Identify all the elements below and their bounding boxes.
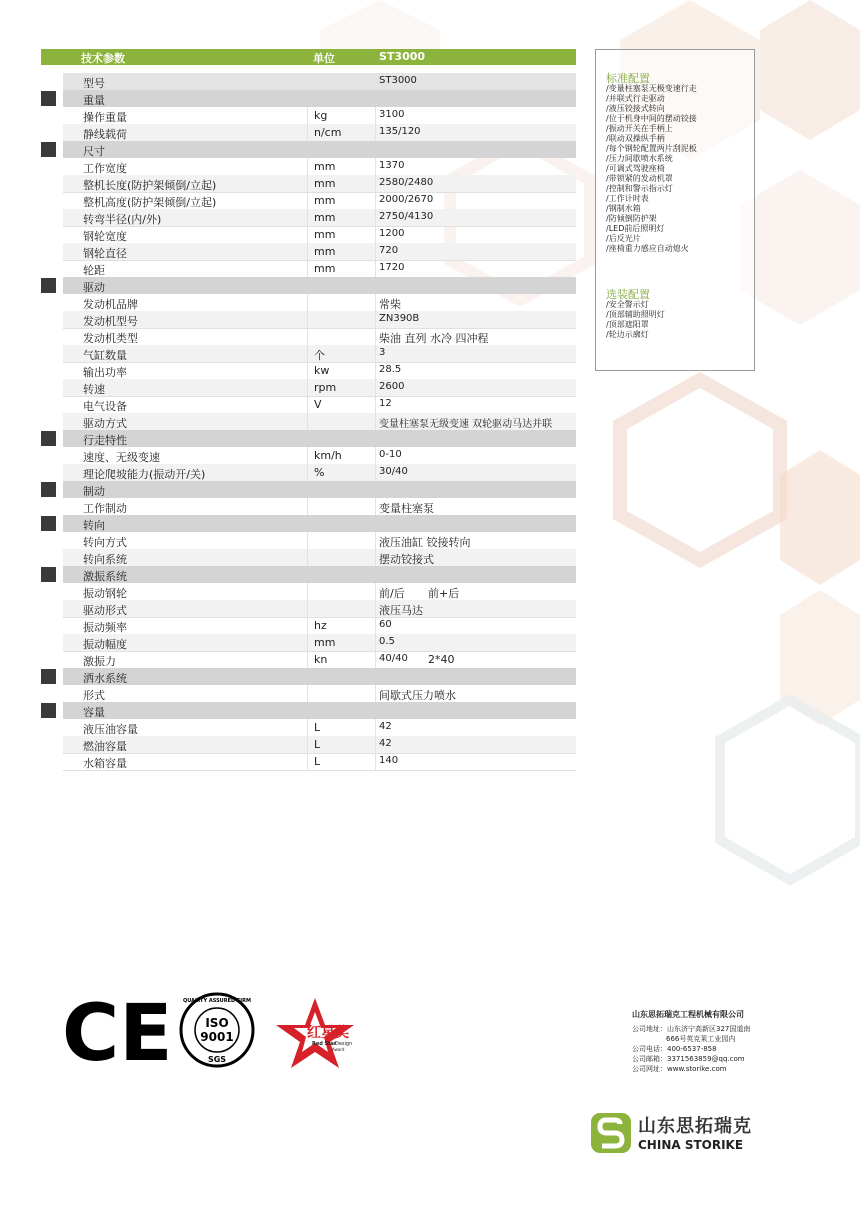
table-row bbox=[63, 583, 576, 601]
row-value: 2750/4130 bbox=[379, 211, 434, 222]
row-label: 发动机品牌 bbox=[83, 298, 138, 311]
row-label: 液压油容量 bbox=[83, 723, 138, 736]
company-address-1: 公司地址：山东济宁高新区327国道南 bbox=[632, 1025, 751, 1033]
row-value: ZN390B bbox=[379, 313, 420, 324]
dimension-icon bbox=[41, 142, 56, 157]
optional-title: 选装配置 bbox=[606, 288, 650, 301]
table-row bbox=[63, 294, 576, 312]
config-item: /带锁紧的发动机罩 bbox=[606, 174, 673, 183]
table-row bbox=[63, 243, 576, 261]
row-value: 30/40 bbox=[379, 466, 408, 477]
table-row bbox=[63, 158, 576, 176]
row-label: 整机长度(防护架倾倒/立起) bbox=[83, 179, 217, 192]
row-unit: mm bbox=[314, 160, 336, 173]
row-unit: kw bbox=[314, 364, 330, 377]
row-value: 间歇式压力喷水 bbox=[379, 689, 456, 702]
travel-icon bbox=[41, 431, 56, 446]
config-item: /安全警示灯 bbox=[606, 300, 649, 309]
section-title: 行走特性 bbox=[83, 434, 127, 447]
svg-text:ISO: ISO bbox=[205, 1016, 229, 1030]
row-unit: L bbox=[314, 738, 321, 751]
config-item: /防倾倒防护架 bbox=[606, 214, 657, 223]
row-label: 速度、无级变速 bbox=[83, 451, 160, 464]
row-label: 振动幅度 bbox=[83, 638, 127, 651]
row-label: 转向系统 bbox=[83, 553, 127, 566]
iso-9001-icon bbox=[181, 994, 253, 1066]
table-row bbox=[63, 464, 576, 482]
row-value: 12 bbox=[379, 398, 392, 409]
config-item: /工作计时表 bbox=[606, 194, 649, 203]
row-label: 理论爬坡能力(振动开/关) bbox=[83, 468, 206, 481]
config-item: /位于机身中间的摆动铰接 bbox=[606, 114, 697, 123]
model-value: ST3000 bbox=[379, 75, 417, 86]
gears-icon bbox=[41, 278, 56, 293]
config-item: /联动双操纵手柄 bbox=[606, 134, 665, 143]
row-value: 变量柱塞泵无级变速 双轮驱动马达并联 bbox=[379, 419, 553, 430]
table-row bbox=[63, 260, 576, 278]
vibration-icon bbox=[41, 567, 56, 582]
row-label: 转速 bbox=[83, 383, 105, 396]
section-title: 驱动 bbox=[83, 281, 105, 294]
row-label: 电气设备 bbox=[83, 400, 127, 413]
table-row bbox=[63, 634, 576, 652]
row-unit: mm bbox=[314, 245, 336, 258]
section-header bbox=[63, 481, 576, 498]
config-item: /可调式驾驶座椅 bbox=[606, 164, 665, 173]
row-value: 变量柱塞泵 bbox=[379, 502, 434, 515]
config-item: /振动开关在手柄上 bbox=[606, 124, 673, 133]
svg-text:QUALITY ASSURED FIRM: QUALITY ASSURED FIRM bbox=[182, 998, 252, 1004]
row-value: 前/后 bbox=[379, 587, 405, 600]
row-label: 振动频率 bbox=[83, 621, 127, 634]
row-unit: L bbox=[314, 755, 321, 768]
standard-list bbox=[606, 84, 697, 254]
row-unit: kg bbox=[314, 109, 328, 122]
section-header bbox=[63, 141, 576, 158]
row-label: 输出功率 bbox=[83, 366, 127, 379]
row-label: 操作重量 bbox=[83, 111, 127, 124]
table-row bbox=[63, 209, 576, 227]
row-value-2: 前+后 bbox=[428, 587, 460, 600]
row-value: 42 bbox=[379, 738, 392, 749]
company-phone: 公司电话：400-6537-858 bbox=[632, 1045, 717, 1053]
header-unit: 单位 bbox=[313, 52, 335, 65]
row-value: 液压油缸 铰接转向 bbox=[379, 536, 471, 549]
ce-mark-icon bbox=[62, 990, 173, 1079]
table-row bbox=[63, 447, 576, 465]
certification-logos bbox=[60, 990, 420, 1084]
row-label: 钢轮直径 bbox=[83, 247, 127, 260]
config-item: /后反光片 bbox=[606, 234, 641, 243]
config-item: /变量柱塞泵无极变速行走 bbox=[606, 84, 697, 93]
row-label: 形式 bbox=[83, 689, 105, 702]
row-value: 柴油 直列 水冷 四冲程 bbox=[379, 332, 489, 345]
section-title: 重量 bbox=[83, 94, 105, 107]
svg-text:Red Star: Red Star bbox=[312, 1041, 337, 1047]
row-label: 静线载荷 bbox=[83, 128, 127, 141]
row-unit: mm bbox=[314, 262, 336, 275]
config-item: /轮边示廓灯 bbox=[606, 330, 649, 339]
row-value: 常柴 bbox=[379, 298, 401, 311]
row-unit: V bbox=[314, 398, 322, 411]
table-row bbox=[63, 651, 576, 669]
row-unit: kn bbox=[314, 653, 328, 666]
cert-logos-svg bbox=[60, 990, 420, 1080]
table-row bbox=[63, 124, 576, 142]
row-value: 2000/2670 bbox=[379, 194, 434, 205]
svg-text:9001: 9001 bbox=[200, 1030, 234, 1044]
row-label: 振动钢轮 bbox=[83, 587, 127, 600]
row-label: 气缸数量 bbox=[83, 349, 127, 362]
table-row bbox=[63, 600, 576, 618]
config-item: /座椅重力感应自动熄火 bbox=[606, 244, 689, 253]
row-value: 0-10 bbox=[379, 449, 402, 460]
model-label: 型号 bbox=[83, 77, 105, 90]
row-unit: mm bbox=[314, 194, 336, 207]
standard-title: 标准配置 bbox=[606, 72, 650, 85]
config-item: /并联式行走驱动 bbox=[606, 94, 665, 103]
row-label: 整机高度(防护架倾倒/立起) bbox=[83, 196, 217, 209]
config-item: /LED前后照明灯 bbox=[606, 224, 665, 233]
company-address-2: 666号英克莱工业园内 bbox=[666, 1035, 736, 1043]
section-title: 洒水系统 bbox=[83, 672, 127, 685]
row-label: 激振力 bbox=[83, 655, 116, 668]
config-item: /顶部遮阳罩 bbox=[606, 320, 649, 329]
row-label: 转弯半径(内/外) bbox=[83, 213, 162, 226]
row-label: 轮距 bbox=[83, 264, 105, 277]
section-header bbox=[63, 668, 576, 685]
red-star-award-icon bbox=[276, 998, 354, 1068]
table-row bbox=[63, 396, 576, 414]
section-header bbox=[63, 430, 576, 447]
config-item: /顶部辅助照明灯 bbox=[606, 310, 665, 319]
config-item: /液压铰接式转向 bbox=[606, 104, 665, 113]
section-title: 容量 bbox=[83, 706, 105, 719]
row-value: 42 bbox=[379, 721, 392, 732]
configuration-box bbox=[595, 49, 755, 371]
row-value: 40/40 bbox=[379, 653, 408, 664]
table-row bbox=[63, 311, 576, 329]
table-row bbox=[63, 345, 576, 363]
row-unit: n/cm bbox=[314, 126, 342, 139]
row-unit: 个 bbox=[314, 349, 325, 362]
row-label: 发动机类型 bbox=[83, 332, 138, 345]
row-value: 28.5 bbox=[379, 364, 402, 375]
row-label: 燃油容量 bbox=[83, 740, 127, 753]
brand-name-en: CHINA STORIKE bbox=[638, 1138, 744, 1152]
section-header bbox=[63, 515, 576, 532]
row-unit: mm bbox=[314, 177, 336, 190]
company-name: 山东思拓瑞克工程机械有限公司 bbox=[632, 1010, 744, 1019]
row-label: 驱动方式 bbox=[83, 417, 127, 430]
row-label: 水箱容量 bbox=[83, 757, 127, 770]
svg-text:Award: Award bbox=[332, 1047, 345, 1052]
model-row bbox=[63, 73, 576, 90]
section-title: 制动 bbox=[83, 485, 105, 498]
company-email: 公司邮箱：3371563859@qq.com bbox=[632, 1055, 745, 1063]
section-title: 尺寸 bbox=[83, 145, 105, 158]
row-value: 1200 bbox=[379, 228, 405, 239]
table-row bbox=[63, 532, 576, 550]
optional-list bbox=[606, 300, 665, 340]
section-header bbox=[63, 702, 576, 719]
row-value: 2580/2480 bbox=[379, 177, 434, 188]
brand-logo bbox=[590, 1112, 790, 1158]
row-unit: rpm bbox=[314, 381, 337, 394]
row-value: 720 bbox=[379, 245, 399, 256]
header-param: 技术参数 bbox=[81, 52, 125, 65]
svg-text:红星奖: 红星奖 bbox=[307, 1025, 349, 1041]
table-row bbox=[63, 362, 576, 380]
row-label: 工作宽度 bbox=[83, 162, 127, 175]
row-unit: mm bbox=[314, 228, 336, 241]
section-header bbox=[63, 90, 576, 107]
row-unit: % bbox=[314, 466, 325, 479]
row-value: 2600 bbox=[379, 381, 405, 392]
table-row bbox=[63, 328, 576, 346]
config-item: /压力间歇喷水系统 bbox=[606, 154, 673, 163]
row-unit: hz bbox=[314, 619, 327, 632]
table-row bbox=[63, 226, 576, 244]
row-value: 140 bbox=[379, 755, 399, 766]
table-row bbox=[63, 192, 576, 210]
row-label: 工作制动 bbox=[83, 502, 127, 515]
row-value: 液压马达 bbox=[379, 604, 423, 617]
row-label: 发动机型号 bbox=[83, 315, 138, 328]
table-row bbox=[63, 379, 576, 397]
row-unit: L bbox=[314, 721, 321, 734]
row-value: 1720 bbox=[379, 262, 405, 273]
sprinkler-icon bbox=[41, 669, 56, 684]
row-label: 转向方式 bbox=[83, 536, 127, 549]
table-row bbox=[63, 736, 576, 754]
row-value-2: 2*40 bbox=[428, 653, 455, 666]
company-info bbox=[632, 1010, 750, 1074]
capacity-icon bbox=[41, 703, 56, 718]
section-header bbox=[63, 277, 576, 294]
brake-icon bbox=[41, 482, 56, 497]
header-model: ST3000 bbox=[379, 50, 426, 63]
table-header bbox=[41, 49, 576, 65]
row-value: 摆动铰接式 bbox=[379, 553, 434, 566]
table-row bbox=[63, 617, 576, 635]
weight-icon bbox=[41, 91, 56, 106]
company-web: 公司网址：www.storike.com bbox=[632, 1065, 727, 1073]
brand-s-icon bbox=[590, 1112, 632, 1154]
row-unit: mm bbox=[314, 636, 336, 649]
table-row bbox=[63, 549, 576, 567]
brand-name-zh: 山东思拓瑞克 bbox=[638, 1116, 752, 1137]
table-row bbox=[63, 498, 576, 516]
row-value: 1370 bbox=[379, 160, 405, 171]
section-title: 转向 bbox=[83, 519, 105, 532]
table-row bbox=[63, 175, 576, 193]
row-value: 3 bbox=[379, 347, 386, 358]
row-label: 驱动形式 bbox=[83, 604, 127, 617]
table-row bbox=[63, 685, 576, 703]
svg-text:SGS: SGS bbox=[207, 1055, 227, 1064]
row-unit: mm bbox=[314, 211, 336, 224]
table-row bbox=[63, 107, 576, 125]
config-item: /控制和警示指示灯 bbox=[606, 184, 673, 193]
config-item: /钢制水箱 bbox=[606, 204, 641, 213]
svg-text:Design: Design bbox=[335, 1041, 353, 1047]
row-value: 3100 bbox=[379, 109, 405, 120]
section-header bbox=[63, 566, 576, 583]
svg-text:CE: CE bbox=[62, 990, 173, 1079]
row-value: 60 bbox=[379, 619, 392, 630]
steering-wheel-icon bbox=[41, 516, 56, 531]
config-item: /每个钢轮配置两片刮泥板 bbox=[606, 144, 697, 153]
section-title: 激振系统 bbox=[83, 570, 127, 583]
table-row bbox=[63, 719, 576, 737]
table-row bbox=[63, 413, 576, 431]
row-value: 135/120 bbox=[379, 126, 421, 137]
row-unit: km/h bbox=[314, 449, 342, 462]
row-label: 钢轮宽度 bbox=[83, 230, 127, 243]
row-value: 0.5 bbox=[379, 636, 395, 647]
table-row bbox=[63, 753, 576, 771]
